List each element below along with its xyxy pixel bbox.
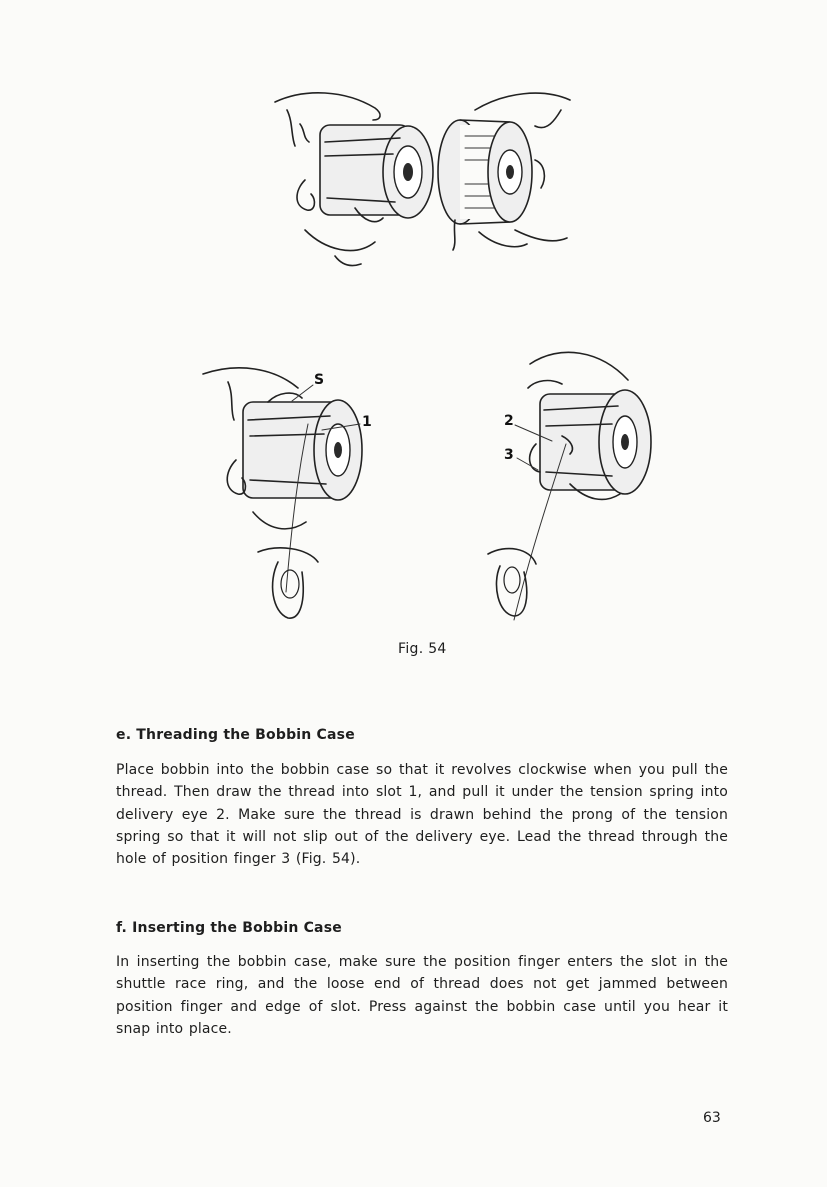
- callout-1: 1: [362, 414, 372, 430]
- page-number: 63: [703, 1110, 721, 1126]
- section-body-threading: Place bobbin into the bobbin case so that it revolves clockwise when you pull the thread. Then draw the thread into slot 1, and pull it under the tension spring into delivery eye 2. Make sure the thread is drawn behind the prong of the tension spring so that it will not slip out of the delivery eye. Lead the thread through the hole of position finger 3 (Fig. 54).: [116, 762, 728, 868]
- section-body-inserting: In inserting the bobbin case, make sure the position finger enters the slot in the shuttle race ring, and the loose end of thread does not get jammed between position finger and edge of slot. Press against the bobbin case until you hear it snap into place.: [116, 954, 728, 1037]
- callout-s: S: [314, 372, 325, 388]
- section-heading-threading: e. Threading the Bobbin Case: [116, 727, 355, 743]
- figure-caption: Fig. 54: [398, 641, 447, 657]
- callout-3: 3: [504, 447, 514, 463]
- section-heading-inserting: f. Inserting the Bobbin Case: [116, 920, 342, 936]
- callout-2: 2: [504, 413, 514, 429]
